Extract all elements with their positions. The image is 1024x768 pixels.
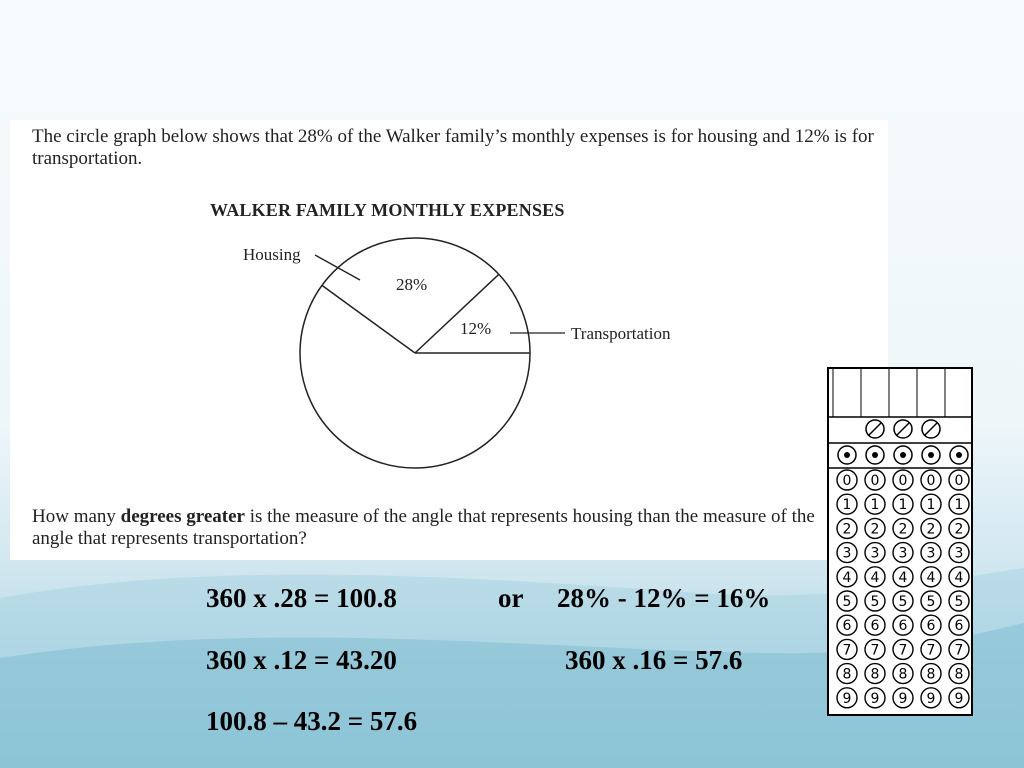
digit-label: 3 (954, 545, 964, 562)
work-line2-left: 360 x .12 = 43.20 (206, 645, 397, 675)
digit-label: 3 (898, 545, 908, 562)
point-dot (844, 452, 850, 458)
digit-label: 6 (954, 618, 964, 635)
category-label-housing: Housing (243, 245, 301, 264)
digit-label: 1 (870, 497, 880, 514)
work-or: or (498, 583, 524, 613)
digit-label: 0 (926, 473, 936, 489)
leader-housing (315, 255, 360, 280)
digit-label: 1 (842, 497, 852, 514)
digit-label: 5 (842, 594, 852, 610)
digit-label: 2 (954, 521, 964, 538)
digit-label: 8 (954, 666, 964, 683)
digit-label: 7 (898, 642, 908, 659)
digit-label: 9 (842, 690, 852, 707)
work-line2-right: 360 x .16 = 57.6 (565, 645, 743, 675)
answer-grid-bubbles (829, 369, 971, 714)
digit-label: 6 (842, 618, 852, 635)
question-text-2: is the measure of the angle that represents housing than the measure of the angle that represents transportation? (32, 506, 815, 549)
pie-chart (10, 120, 888, 560)
question-text-1: How many (32, 506, 121, 527)
point-dot (900, 452, 906, 458)
digit-label: 4 (898, 569, 908, 586)
digit-label: 8 (842, 666, 852, 683)
point-dot (956, 452, 962, 458)
digit-label: 0 (842, 473, 852, 489)
digit-label: 6 (898, 618, 908, 635)
digit-label: 4 (870, 569, 880, 586)
problem-question (32, 506, 832, 550)
digit-label: 1 (926, 497, 936, 514)
digit-label: 1 (898, 497, 908, 514)
radius-housing-transportation (415, 274, 499, 353)
work-line3: 100.8 – 43.2 = 57.6 (206, 706, 418, 736)
digit-label: 5 (870, 594, 880, 610)
digit-label: 4 (842, 569, 852, 586)
digit-label: 2 (898, 521, 908, 538)
digit-label: 9 (898, 690, 908, 707)
digit-label: 9 (926, 690, 936, 707)
digit-label: 5 (926, 594, 936, 610)
digit-label: 7 (870, 642, 880, 659)
digit-label: 0 (870, 473, 880, 489)
digit-label: 2 (842, 521, 852, 538)
digit-label: 2 (870, 521, 880, 538)
digit-label: 0 (954, 473, 964, 489)
digit-label: 7 (926, 642, 936, 659)
digit-label: 4 (926, 569, 936, 586)
chart-title: WALKER FAMILY MONTHLY EXPENSES (210, 200, 565, 220)
work-line1-right: 28% - 12% = 16% (557, 583, 771, 613)
point-dot (928, 452, 934, 458)
digit-label: 8 (870, 666, 880, 683)
category-label-transportation: Transportation (571, 324, 671, 343)
point-dot (872, 452, 878, 458)
work-line1-left: 360 x .28 = 100.8 (206, 583, 397, 613)
problem-card (10, 120, 888, 560)
digit-label: 2 (926, 521, 936, 538)
digit-label: 4 (954, 569, 964, 586)
digit-label: 5 (954, 594, 964, 610)
digit-label: 7 (842, 642, 852, 659)
digit-label: 7 (954, 642, 964, 659)
digit-label: 9 (870, 690, 880, 707)
digit-label: 8 (898, 666, 908, 683)
digit-label: 9 (954, 690, 964, 707)
problem-intro: The circle graph below shows that 28% of the Walker family’s monthly expenses is for housing and 12% is for transportation. (32, 126, 874, 169)
slice-label-housing: 28% (396, 275, 428, 294)
digit-label: 8 (926, 666, 936, 683)
digit-label: 0 (898, 473, 908, 489)
digit-label: 5 (898, 594, 908, 610)
question-emphasis: degrees greater (120, 506, 245, 527)
digit-label: 6 (870, 618, 880, 635)
digit-label: 1 (954, 497, 964, 514)
digit-label: 6 (926, 618, 936, 635)
slice-label-transportation: 12% (460, 319, 492, 338)
digit-label: 3 (842, 545, 852, 562)
digit-label: 3 (926, 545, 936, 562)
radius-housing-end (322, 285, 415, 353)
digit-label: 3 (870, 545, 880, 562)
answer-grid (827, 367, 973, 716)
